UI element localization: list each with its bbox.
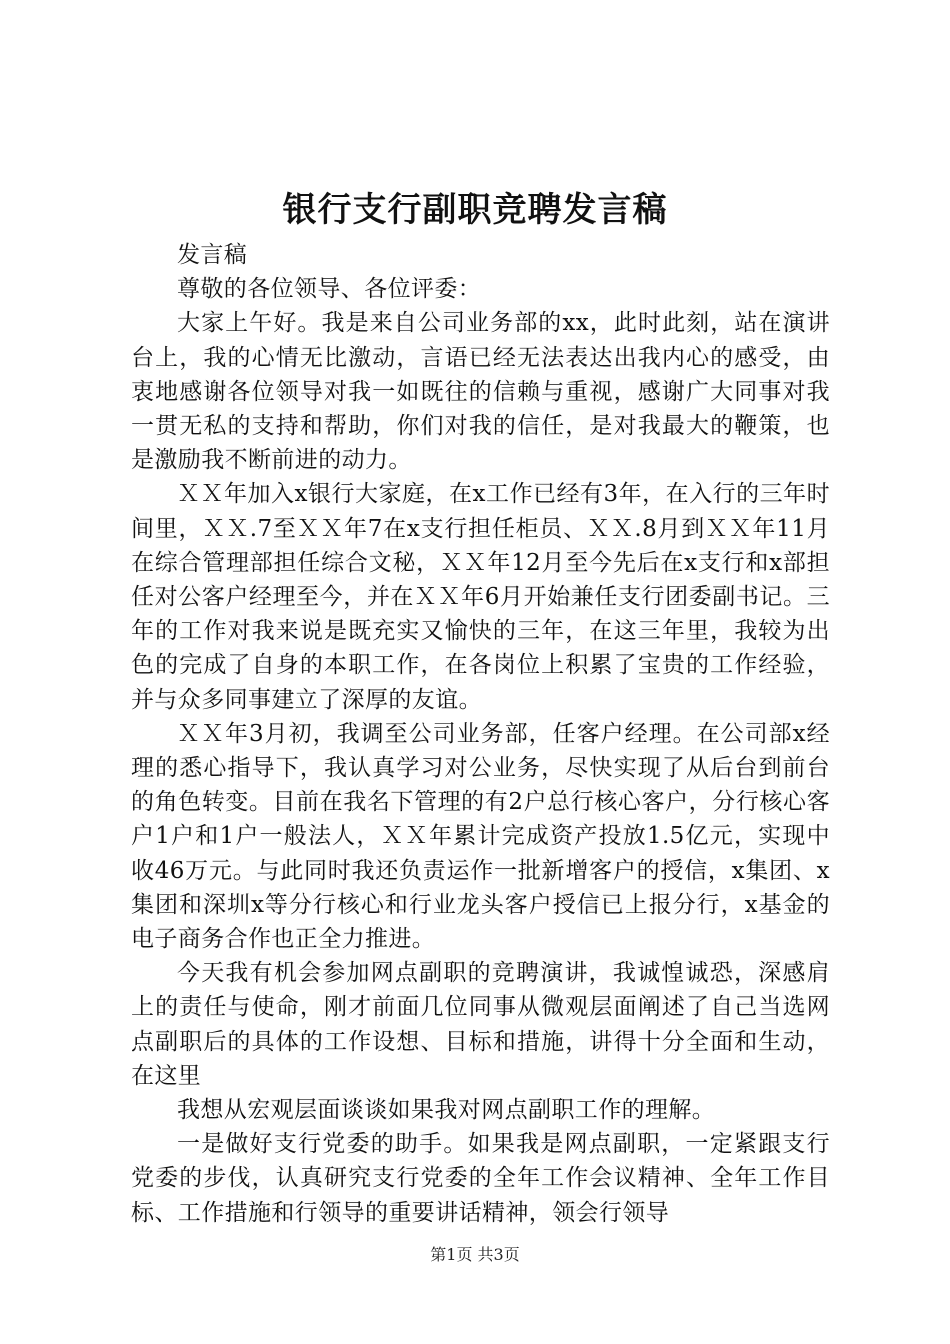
paragraph-greeting: 大家上午好。我是来自公司业务部的xx，此时此刻，站在演讲台上，我的心情无比激动，言语已经无法表达出我内心的感受，由衷地感谢各位领导对我一如既往的信赖与重视，感谢广大同事对我一贯无私的支持和帮助，你们对我的信任，是对我最大的鞭策，也是激励我不断前进的动力。 — [131, 310, 830, 474]
paragraph-competition-intro: 今天我有机会参加网点副职的竞聘演讲，我诚惶诚恐，深感肩上的责任与使命，刚才前面几位同事从微观层面阐述了自己当选网点副职后的具体的工作设想、目标和措施，讲得十分全面和生动，在这里 — [131, 960, 830, 1089]
paragraph-salutation: 尊敬的各位领导、各位评委： — [177, 276, 482, 303]
paragraph-point-one: 一是做好支行党委的助手。如果我是网点副职，一定紧跟支行党委的步伐，认真研究支行党委的全年工作会议精神、全年工作目标、工作措施和行领导的重要讲话精神，领会行领导 — [131, 1131, 830, 1226]
document-body — [131, 238, 830, 1230]
page-footer: 第1页 共3页 — [430, 1245, 520, 1264]
document-title: 银行支行副职竞聘发言稿 — [282, 190, 668, 230]
paragraph-macro-view: 我想从宏观层面谈谈如果我对网点副职工作的理解。 — [177, 1097, 716, 1124]
paragraph-current-role: ＸＸ年3月初，我调至公司业务部，任客户经理。在公司部x经理的悉心指导下，我认真学习对公业务，尽快实现了从后台到前台的角色转变。目前在我名下管理的有2户总行核心客户，分行核心客户1户和1户一般法人，ＸＸ年累计完成资产投放1.5亿元，实现中收46万元。与此同时我还负责运作一批新增客户的授信，x集团、x集团和深圳x等分行核心和行业龙头客户授信已上报分行，x基金的电子商务合作也正全力推进。 — [131, 720, 830, 953]
paragraph-heading-label: 发言稿 — [177, 242, 248, 268]
paragraph-work-history: ＸＸ年加入x银行大家庭，在x工作已经有3年，在入行的三年时间里，ＸＸ.7至ＸＸ年7在x支行担任柜员、ＸＸ.8月到ＸＸ年11月在综合管理部担任综合文秘，ＸＸ年12月至今先后在x支行和x部担任对公客户经理至今，并在ＸＸ年6月开始兼任支行团委副书记。三年的工作对我来说是既充实又愉快的三年，在这三年里，我较为出色的完成了自身的本职工作，在各岗位上积累了宝贵的工作经验，并与众多同事建立了深厚的友谊。 — [131, 481, 830, 713]
